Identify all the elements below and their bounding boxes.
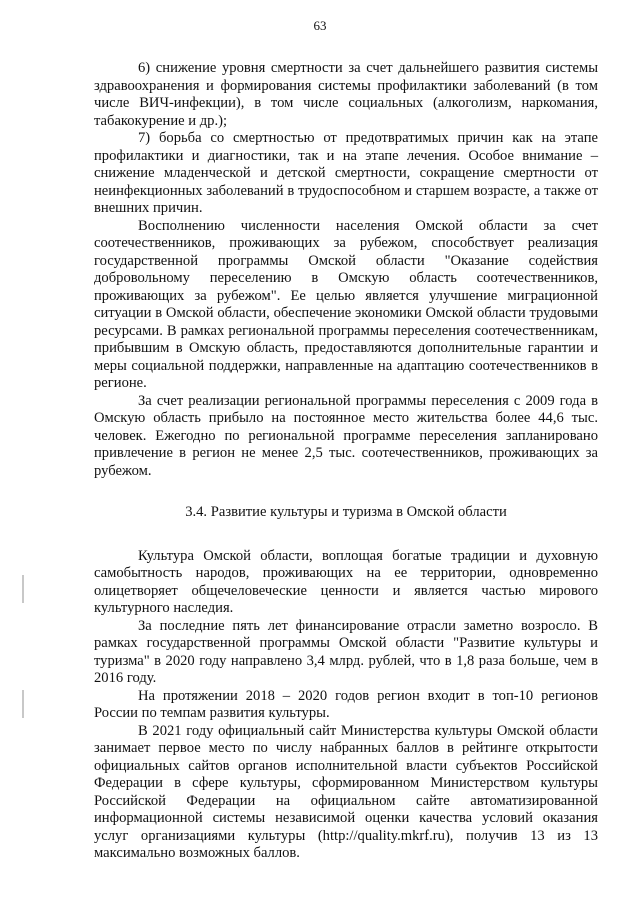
paragraph: В 2021 году официальный сайт Министерства культуры Омской области занимает первое место по числу набранных баллов в рейтинге открытости официальных сайтов органов исполнительной власти субъектов Российской Федерации в сфере культуры, сформированном Министерством культуры Российской Федерации на официальном сайте автоматизированной информационной системы независимой оценки качества условий оказания услуг организациями культуры (http://quality.mkrf.ru), получив 13 из 13 максимально возможных баллов.	[94, 722, 598, 861]
paragraph: 7) борьба со смертностью от предотвратимых причин как на этапе профилактики и диагностики, так и на этапе лечения. Особое внимание – снижение младенческой и детской смертности, сокращение смертности от неинфекционных заболеваний в трудоспособном и старшем возрасте, а также от внешних причин.	[94, 130, 598, 216]
scan-margin-mark	[22, 690, 24, 718]
paragraph: Культура Омской области, воплощая богатые традиции и духовную самобытность народов, проживающих на ее территории, одновременно олицетворяет общечеловеческие ценности и является частью мирового культурного наследия.	[94, 547, 598, 616]
paragraph: 6) снижение уровня смертности за счет дальнейшего развития системы здравоохранения и формирования системы профилактики заболеваний (в том числе ВИЧ-инфекции), в том числе социальных (алкоголизм, наркомания, табакокурение и др.);	[94, 60, 598, 129]
document-body	[94, 60, 598, 863]
paragraph: Восполнению численности населения Омской области за счет соотечественников, проживающих за рубежом, способствует реализация государственной программы Омской области "Оказание содействия добровольному переселению в Омскую область соотечественников, проживающих за рубежом". Ее целью является улучшение миграционной ситуации в Омской области, обеспечение экономики Омской области трудовыми ресурсами. В рамках региональной программы переселения соотечественникам, прибывшим в Омскую область, предоставляются дополнительные гарантии и меры социальной поддержки, направленные на адаптацию соотечественников в регионе.	[94, 217, 598, 391]
page-number: 63	[313, 18, 327, 33]
scan-margin-mark	[22, 575, 24, 603]
section-heading: 3.4. Развитие культуры и туризма в Омской области	[185, 504, 507, 520]
paragraph: За последние пять лет финансирование отрасли заметно возросло. В рамках государственной программы Омской области "Развитие культуры и туризма" в 2020 году направлено 3,4 млрд. рублей, что в 1,8 раза больше, чем в 2016 году.	[94, 617, 598, 686]
paragraph: За счет реализации региональной программы переселения с 2009 года в Омскую область прибыло на постоянное место жительства более 44,6 тыс. человек. Ежегодно по региональной программе переселения запланировано привлечение в регион не менее 2,5 тыс. соотечественников, проживающих за рубежом.	[94, 392, 598, 479]
paragraph: На протяжении 2018 – 2020 годов регион входит в топ-10 регионов России по темпам развития культуры.	[94, 687, 598, 721]
